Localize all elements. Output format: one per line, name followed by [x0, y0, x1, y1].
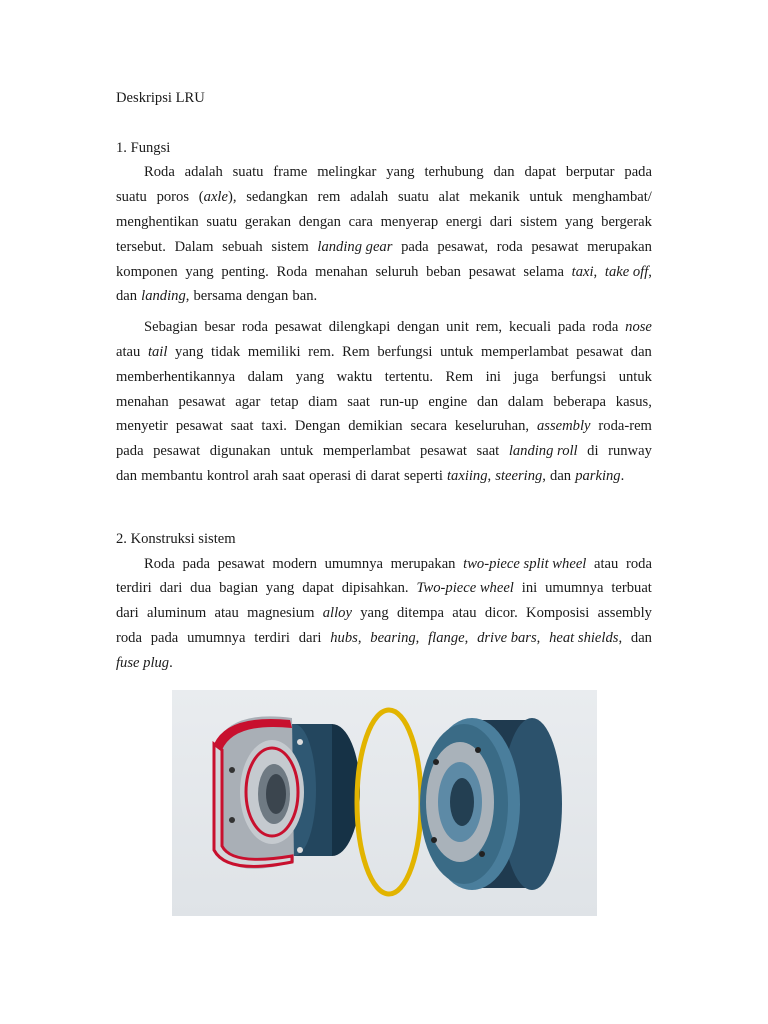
right-wheel-half	[420, 718, 562, 890]
split-wheel-illustration-icon	[172, 690, 597, 916]
text-line: menahan pesawat agar tetap diam saat run-up engine dan dalam beberapa kasus,	[116, 393, 652, 410]
text-line: atau tail yang tidak memiliki rem. Rem berfungsi untuk memperlambat pesawat dan	[116, 343, 652, 360]
text-line: pada pesawat digunakan untuk memperlambat pesawat saat landing roll di runway	[116, 443, 652, 460]
text-line: suatu poros (axle), sedangkan rem adalah suatu alat mekanik untuk menghambat/	[116, 189, 652, 206]
text-line: dan membantu kontrol arah saat operasi di darat seperti taxiing, steering, dan parking.	[116, 467, 625, 484]
document-title: Deskripsi LRU	[116, 90, 205, 106]
text-line: roda pada umumnya terdiri dari hubs, bearing, flange, drive bars, heat shields, dan	[116, 629, 652, 646]
paragraph	[116, 160, 652, 309]
section-heading: 2. Konstruksi sistem	[116, 530, 236, 547]
text-line: terdiri dari dua bagian yang dapat dipisahkan. Two-piece wheel ini umumnya terbuat	[116, 580, 652, 597]
text-line: dan landing, bersama dengan ban.	[116, 288, 318, 305]
text-line: tersebut. Dalam sebuah sistem landing gear pada pesawat, roda pesawat merupakan	[116, 238, 652, 255]
text-line: dari aluminum atau magnesium alloy yang ditempa atau dicor. Komposisi assembly	[116, 605, 652, 622]
text-line: menyetir pesawat saat taxi. Dengan demikian secara keseluruhan, assembly roda-rem	[116, 418, 652, 435]
section-heading: 1. Fungsi	[116, 139, 171, 156]
text-line: memberhentikannya dalam yang waktu tertentu. Rem ini juga berfungsi untuk	[116, 368, 652, 385]
text-line: Sebagian besar roda pesawat dilengkapi dengan unit rem, kecuali pada roda nose	[144, 319, 652, 336]
text-line: menghentikan suatu gerakan dengan cara menyerap energi dari sistem yang bergerak	[116, 213, 652, 230]
text-line: Roda adalah suatu frame melingkar yang terhubung dan dapat berputar pada	[144, 164, 652, 181]
left-wheel-half	[214, 716, 360, 868]
wheel-figure	[172, 690, 597, 916]
paragraph	[116, 552, 652, 676]
text-line: Roda pada pesawat modern umumnya merupakan two-piece split wheel atau roda	[144, 555, 652, 572]
document-body	[116, 86, 652, 676]
paragraph	[116, 315, 652, 489]
text-line: komponen yang penting. Roda menahan seluruh beban pesawat selama taxi, take off,	[116, 263, 652, 280]
text-line: fuse plug.	[116, 654, 173, 671]
o-ring	[357, 710, 421, 894]
